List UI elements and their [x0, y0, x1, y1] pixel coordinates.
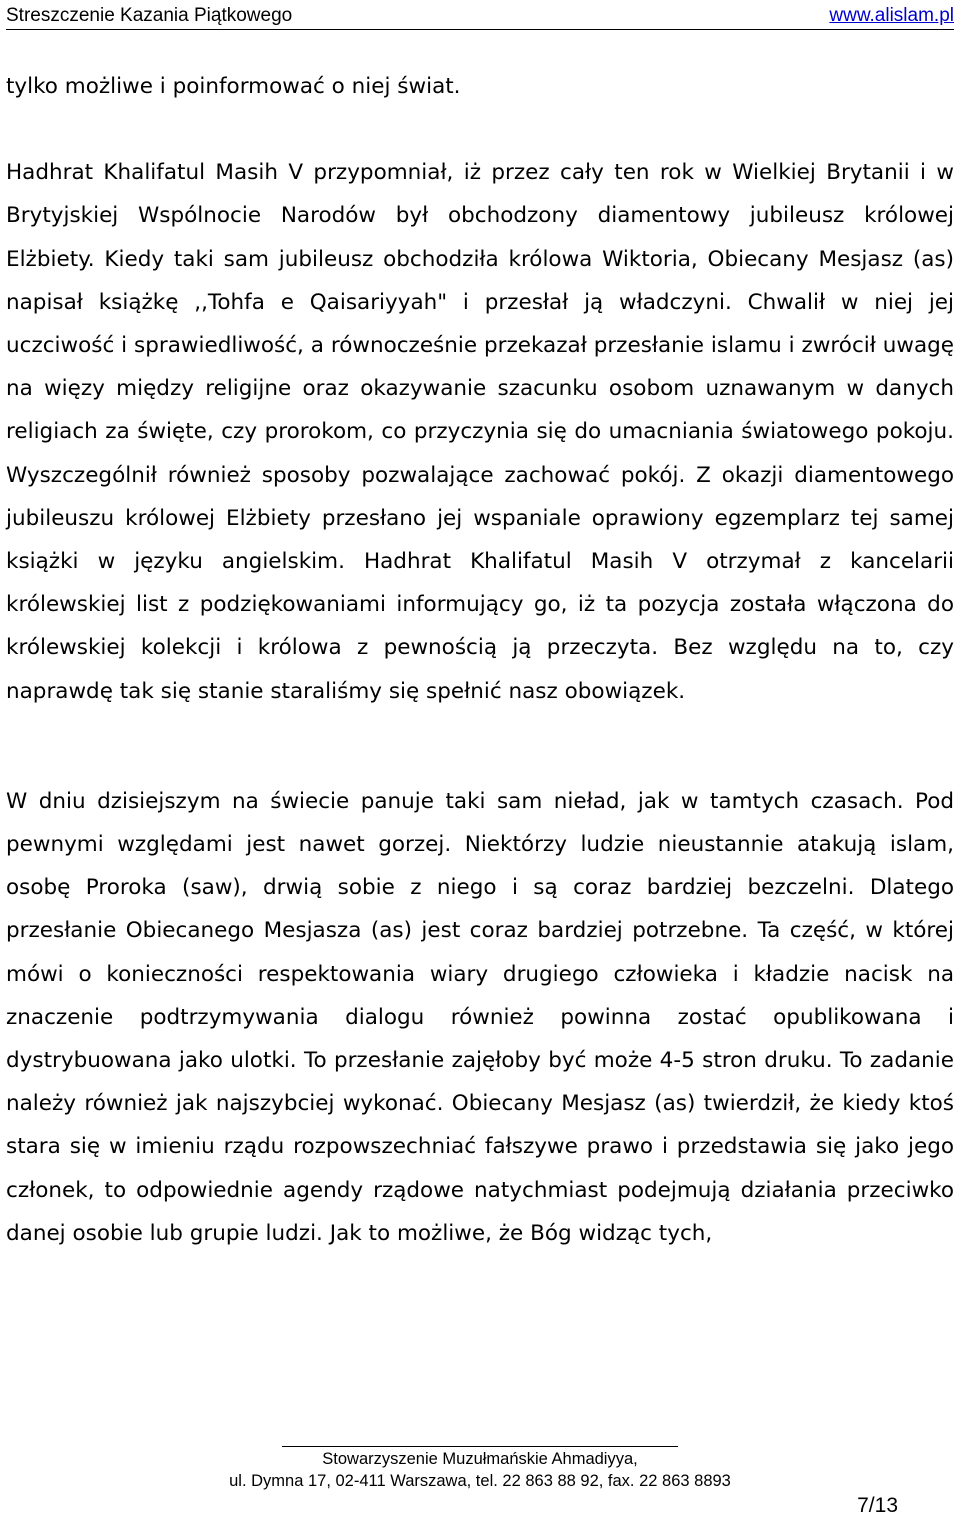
page-header	[6, 3, 954, 30]
paragraph-jubilee: Hadhrat Khalifatul Masih V przypomniał, iż przez cały ten rok w Wielkiej Brytanii i w Brytyjskiej Wspólnocie Narodów był obchodzony diamentowy jubileusz królowej Elżbiety. Kiedy taki sam jubileusz obchodziła królowa Wiktoria, Obiecany Mesjasz (as) napisał książkę ,,Tohfa e Qaisariyyah" i przesłał ją władczyni. Chwalił w niej jej uczciwość i sprawiedliwość, a równocześnie przekazał przesłanie islamu i zwrócił uwagę na więzy między religijne oraz okazywanie szacunku osobom uznawanym w danych religiach za święte, czy prorokom, co przyczynia się do umacniania światowego pokoju. Wyszczególnił również sposoby pozwalające zachować pokój. Z okazji diamentowego jubileuszu królowej Elżbiety przesłano jej wspaniale oprawiony egzemplarz tej samej książki w języku angielskim. Hadhrat Khalifatul Masih V otrzymał z kancelarii królewskiej list z podziękowaniami informujący go, iż ta pozycja została włączona do królewskiej kolekcji i królowa z pewnością ją przeczyta. Bez względu na to, czy naprawdę tak się stanie staraliśmy się spełnić nasz obowiązek.	[6, 160, 954, 704]
document-body	[6, 65, 954, 1255]
page-number: 7/13	[857, 1494, 898, 1517]
header-website-link[interactable]: www.alislam.pl	[829, 5, 954, 26]
paragraph-continuation: tylko możliwe i poinformować o niej świat.	[6, 74, 461, 99]
footer-divider	[282, 1446, 678, 1447]
footer-address: ul. Dymna 17, 02-411 Warszawa, tel. 22 863 88 92, fax. 22 863 8893	[229, 1472, 731, 1490]
footer-organization: Stowarzyszenie Muzułmańskie Ahmadiyya,	[322, 1450, 638, 1468]
paragraph-present-day: W dniu dzisiejszym na świecie panuje taki sam nieład, jak w tamtych czasach. Pod pewnymi względami jest nawet gorzej. Niektórzy ludzie nieustannie atakują islam, osobę Proroka (saw), drwią sobie z niego i są coraz bardziej bezczelni. Dlatego przesłanie Obiecanego Mesjasza (as) jest coraz bardziej potrzebne. Ta część, w której mówi o konieczności respektowania wiary drugiego człowieka i kładzie nacisk na znaczenie podtrzymywania dialogu również powinna zostać opublikowana i dystrybuowana jako ulotki. To przesłanie zajęłoby być może 4-5 stron druku. To zadanie należy również jak najszybciej wykonać. Obiecany Mesjasz (as) twierdził, że kiedy ktoś stara się w imieniu rządu rozpowszechniać fałszywe prawo i przedstawia się jako jego członek, to odpowiednie agendy rządowe natychmiast podejmują działania przeciwko danej osobie lub grupie ludzi. Jak to możliwe, że Bóg widząc tych,	[6, 788, 954, 1246]
page-footer	[0, 1448, 960, 1492]
header-title: Streszczenie Kazania Piątkowego	[6, 5, 293, 26]
